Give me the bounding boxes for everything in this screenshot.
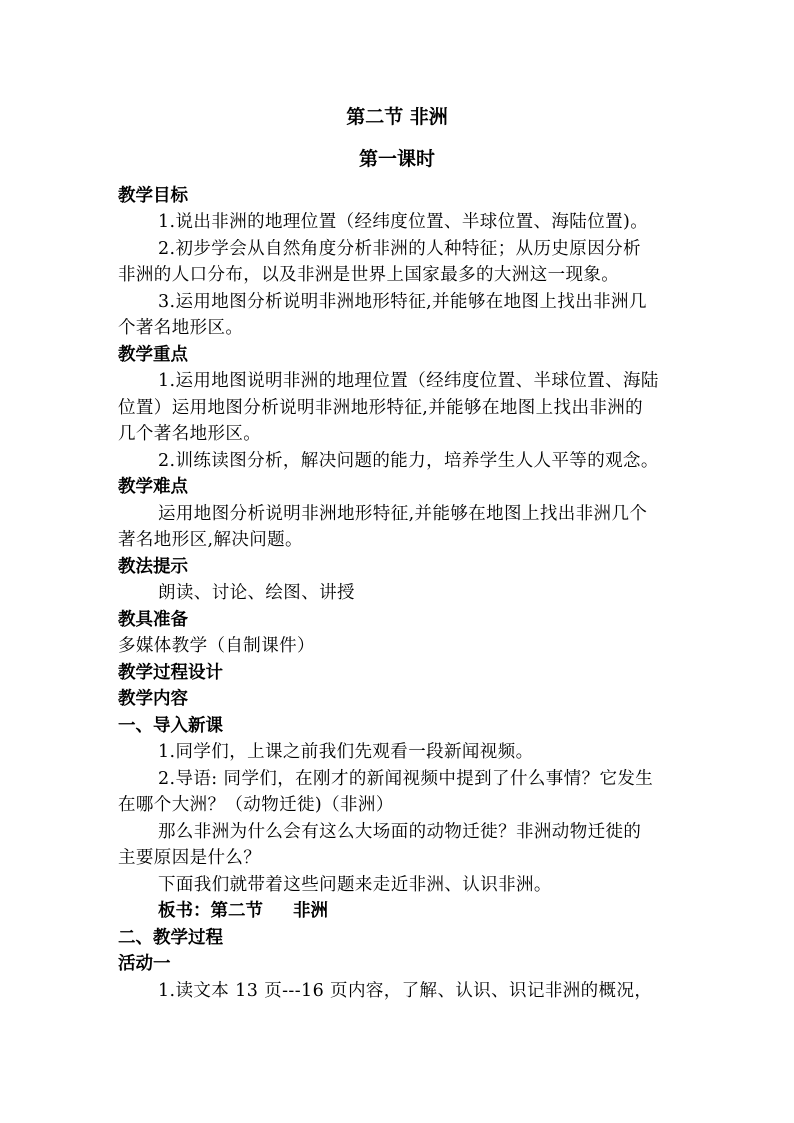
key-2: 2.训练读图分析，解决问题的能力，培养学生人人平等的观念。 xyxy=(158,451,659,471)
activity-1-item-1: 1.读文本 13 页---16 页内容，了解、认识、识记非洲的概况， xyxy=(158,981,653,1001)
heading-content: 教学内容 xyxy=(118,689,188,709)
blackboard-label: 板书：第二节 xyxy=(158,901,263,921)
heading-intro: 一、导入新课 xyxy=(118,716,223,736)
heading-method: 教法提示 xyxy=(118,557,188,577)
goal-3-line-2: 个著名地形区。 xyxy=(118,318,244,338)
intro-4: 下面我们就带着这些问题来走近非洲、认识非洲。 xyxy=(158,875,552,895)
intro-2-line-2: 在哪个大洲？（动物迁徙)（非洲） xyxy=(118,795,394,815)
tools-text: 多媒体教学（自制课件） xyxy=(118,636,315,656)
heading-tools: 教具准备 xyxy=(118,610,188,630)
heading-goals: 教学目标 xyxy=(118,186,188,206)
document-title: 第二节 非洲 xyxy=(346,106,448,128)
intro-3-line-1: 那么非洲为什么会有这么大场面的动物迁徙？非洲动物迁徙的 xyxy=(158,822,642,842)
key-1-line-3: 几个著名地形区。 xyxy=(118,424,262,444)
difficult-line-1: 运用地图分析说明非洲地形特征,并能够在地图上找出非洲几个 xyxy=(158,504,648,524)
intro-2-line-1: 2.导语: 同学们，在刚才的新闻视频中提到了什么事情？它发生 xyxy=(158,769,654,789)
blackboard-line xyxy=(158,898,328,924)
intro-3-line-2: 主要原因是什么？ xyxy=(118,848,262,868)
key-1-line-1: 1.运用地图说明非洲的地理位置（经纬度位置、半球位置、海陆 xyxy=(158,371,659,391)
goal-1: 1.说出非洲的地理位置（经纬度位置、半球位置、海陆位置)。 xyxy=(158,212,649,232)
heading-activity-1: 活动一 xyxy=(118,954,171,974)
heading-process-design: 教学过程设计 xyxy=(118,663,223,683)
goal-2-line-1: 2.初步学会从自然角度分析非洲的人种特征；从历史原因分析 xyxy=(158,239,641,259)
key-1-line-2: 位置）运用地图分析说明非洲地形特征,并能够在地图上找出非洲的 xyxy=(118,398,644,418)
lesson-subtitle: 第一课时 xyxy=(358,148,435,170)
difficult-line-2: 著名地形区,解决问题。 xyxy=(118,530,303,550)
intro-1: 1.同学们，上课之前我们先观看一段新闻视频。 xyxy=(158,742,534,762)
goal-3-line-1: 3.运用地图分析说明非洲地形特征,并能够在地图上找出非洲几 xyxy=(158,292,647,312)
heading-key-points: 教学重点 xyxy=(118,345,188,365)
method-text: 朗读、讨论、绘图、讲授 xyxy=(158,583,355,603)
heading-difficult-points: 教学难点 xyxy=(118,477,188,497)
heading-process: 二、教学过程 xyxy=(118,928,223,948)
goal-2-line-2: 非洲的人口分布，以及非洲是世界上国家最多的大洲这一现象。 xyxy=(118,265,620,285)
blackboard-value: 非洲 xyxy=(293,901,328,921)
